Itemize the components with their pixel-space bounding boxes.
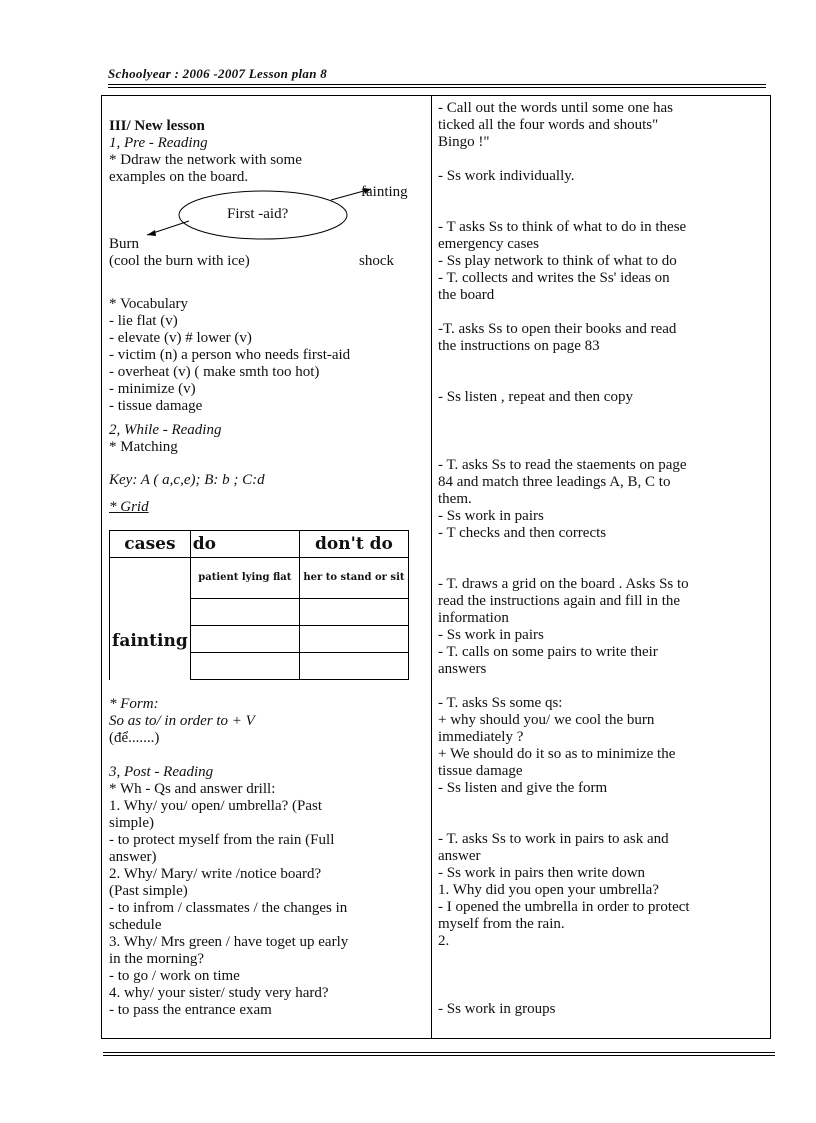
activity-line: -T. asks Ss to open their books and read — [438, 321, 677, 337]
footer-rule — [103, 1052, 775, 1053]
activity-line: - Ss work in groups — [438, 1001, 556, 1017]
activity-line: - Ss work in pairs — [438, 508, 544, 524]
grid-header-cases: cases — [110, 531, 191, 558]
drill-line: simple) — [109, 815, 154, 831]
header-rule-2 — [108, 87, 766, 88]
form-rule: So as to/ in order to + V — [109, 713, 255, 729]
activity-line: them. — [438, 491, 472, 507]
activity-line: - T. collects and writes the Ss' ideas on — [438, 270, 670, 286]
grid-cell — [190, 599, 299, 626]
column-divider — [431, 95, 432, 1039]
drill-heading: * Wh - Qs and answer drill: — [109, 781, 276, 797]
page-header: Schoolyear : 2006 -2007 Lesson plan 8 — [108, 66, 328, 81]
activity-line: read the instructions again and fill in the — [438, 593, 681, 609]
form-meaning: (để.......) — [109, 730, 160, 746]
grid-table — [109, 530, 409, 680]
vocab-item: - overheat (v) ( make smth too hot) — [109, 364, 320, 380]
activity-line: answers — [438, 661, 487, 677]
grid-cell — [190, 653, 299, 680]
diagram-burn: Burn — [109, 236, 139, 252]
drill-line: 3. Why/ Mrs green / have toget up early — [109, 934, 349, 950]
activity-line: - Ss work individually. — [438, 168, 575, 184]
activity-line: immediately ? — [438, 729, 524, 745]
activity-line: - T. asks Ss to work in pairs to ask and — [438, 831, 669, 847]
drill-line: - to pass the entrance exam — [109, 1002, 272, 1018]
activity-line: the instructions on page 83 — [438, 338, 600, 354]
activity-line: 84 and match three leadings A, B, C to — [438, 474, 671, 490]
diagram-center: First -aid? — [227, 206, 289, 222]
right-column — [438, 100, 760, 1018]
answer-key: Key: A ( a,c,e); B: b ; C:d — [109, 472, 265, 488]
while-reading-heading: 2, While - Reading — [109, 422, 222, 438]
network-diagram — [109, 186, 423, 272]
activity-line: Bingo !" — [438, 134, 490, 150]
drill-line: answer) — [109, 849, 157, 865]
activity-line: - T. draws a grid on the board . Asks Ss to — [438, 576, 689, 592]
grid-cell — [190, 626, 299, 653]
activity-line: - T. calls on some pairs to write their — [438, 644, 658, 660]
drill-line: 1. Why/ you/ open/ umbrella? (Past — [109, 798, 323, 814]
header-rule — [108, 84, 766, 85]
activity-line: + why should you/ we cool the burn — [438, 712, 655, 728]
activity-line: - Ss play network to think of what to do — [438, 253, 677, 269]
matching-heading: * Matching — [109, 439, 178, 455]
pre-reading-heading: 1, Pre - Reading — [109, 135, 208, 151]
activity-line: - T. asks Ss some qs: — [438, 695, 563, 711]
diagram-fainting: fainting — [361, 184, 408, 200]
grid-cell — [299, 626, 408, 653]
left-column — [109, 118, 423, 1019]
drill-line: in the morning? — [109, 951, 204, 967]
vocab-item: - lie flat (v) — [109, 313, 178, 329]
network-text-2: examples on the board. — [109, 169, 249, 185]
activity-line: - I opened the umbrella in order to protect — [438, 899, 690, 915]
vocab-item: - victim (n) a person who needs first-aid — [109, 347, 351, 363]
footer-rule-2 — [103, 1055, 775, 1056]
grid-cell-do: patient lying flat — [190, 558, 299, 599]
post-reading-heading: 3, Post - Reading — [109, 764, 214, 780]
activity-line: tissue damage — [438, 763, 523, 779]
grid-case-fainting: fainting — [110, 558, 191, 680]
drill-line: - to protect myself from the rain (Full — [109, 832, 335, 848]
diagram-shock: shock — [359, 253, 394, 269]
activity-line: - Ss work in pairs then write down — [438, 865, 646, 881]
activity-line: - Ss listen and give the form — [438, 780, 608, 796]
drill-line: - to infrom / classmates / the changes in — [109, 900, 348, 916]
activity-line: - T asks Ss to think of what to do in these — [438, 219, 687, 235]
activity-line: - Ss listen , repeat and then copy — [438, 389, 633, 405]
diagram-burn-note: (cool the burn with ice) — [109, 253, 250, 269]
vocab-item: - tissue damage — [109, 398, 203, 414]
grid-header-dont: don't do — [299, 531, 408, 558]
activity-line: 1. Why did you open your umbrella? — [438, 882, 659, 898]
drill-line: schedule — [109, 917, 162, 933]
network-text-1: * Ddraw the network with some — [109, 152, 302, 168]
vocab-item: - elevate (v) # lower (v) — [109, 330, 252, 346]
activity-line: emergency cases — [438, 236, 539, 252]
activity-line: - Call out the words until some one has — [438, 100, 673, 116]
activity-line: 2. — [438, 933, 450, 949]
form-heading: * Form: — [109, 696, 159, 712]
grid-heading: * Grid — [109, 499, 149, 515]
activity-line: myself from the rain. — [438, 916, 565, 932]
grid-cell — [299, 599, 408, 626]
section-title: III/ New lesson — [109, 118, 205, 134]
activity-line: information — [438, 610, 509, 626]
drill-line: 4. why/ your sister/ study very hard? — [109, 985, 329, 1001]
grid-cell — [299, 653, 408, 680]
drill-line: 2. Why/ Mary/ write /notice board? — [109, 866, 322, 882]
grid-cell-dont: her to stand or sit — [299, 558, 408, 599]
activity-line: - T. asks Ss to read the staements on page — [438, 457, 687, 473]
drill-line: (Past simple) — [109, 883, 188, 899]
activity-line: the board — [438, 287, 495, 303]
vocab-item: - minimize (v) — [109, 381, 196, 397]
vocabulary-heading: * Vocabulary — [109, 296, 189, 312]
activity-line: ticked all the four words and shouts" — [438, 117, 659, 133]
grid-header-do: do — [190, 531, 299, 558]
activity-line: answer — [438, 848, 481, 864]
activity-line: - T checks and then corrects — [438, 525, 607, 541]
drill-line: - to go / work on time — [109, 968, 240, 984]
activity-line: + We should do it so as to minimize the — [438, 746, 676, 762]
activity-line: - Ss work in pairs — [438, 627, 544, 643]
